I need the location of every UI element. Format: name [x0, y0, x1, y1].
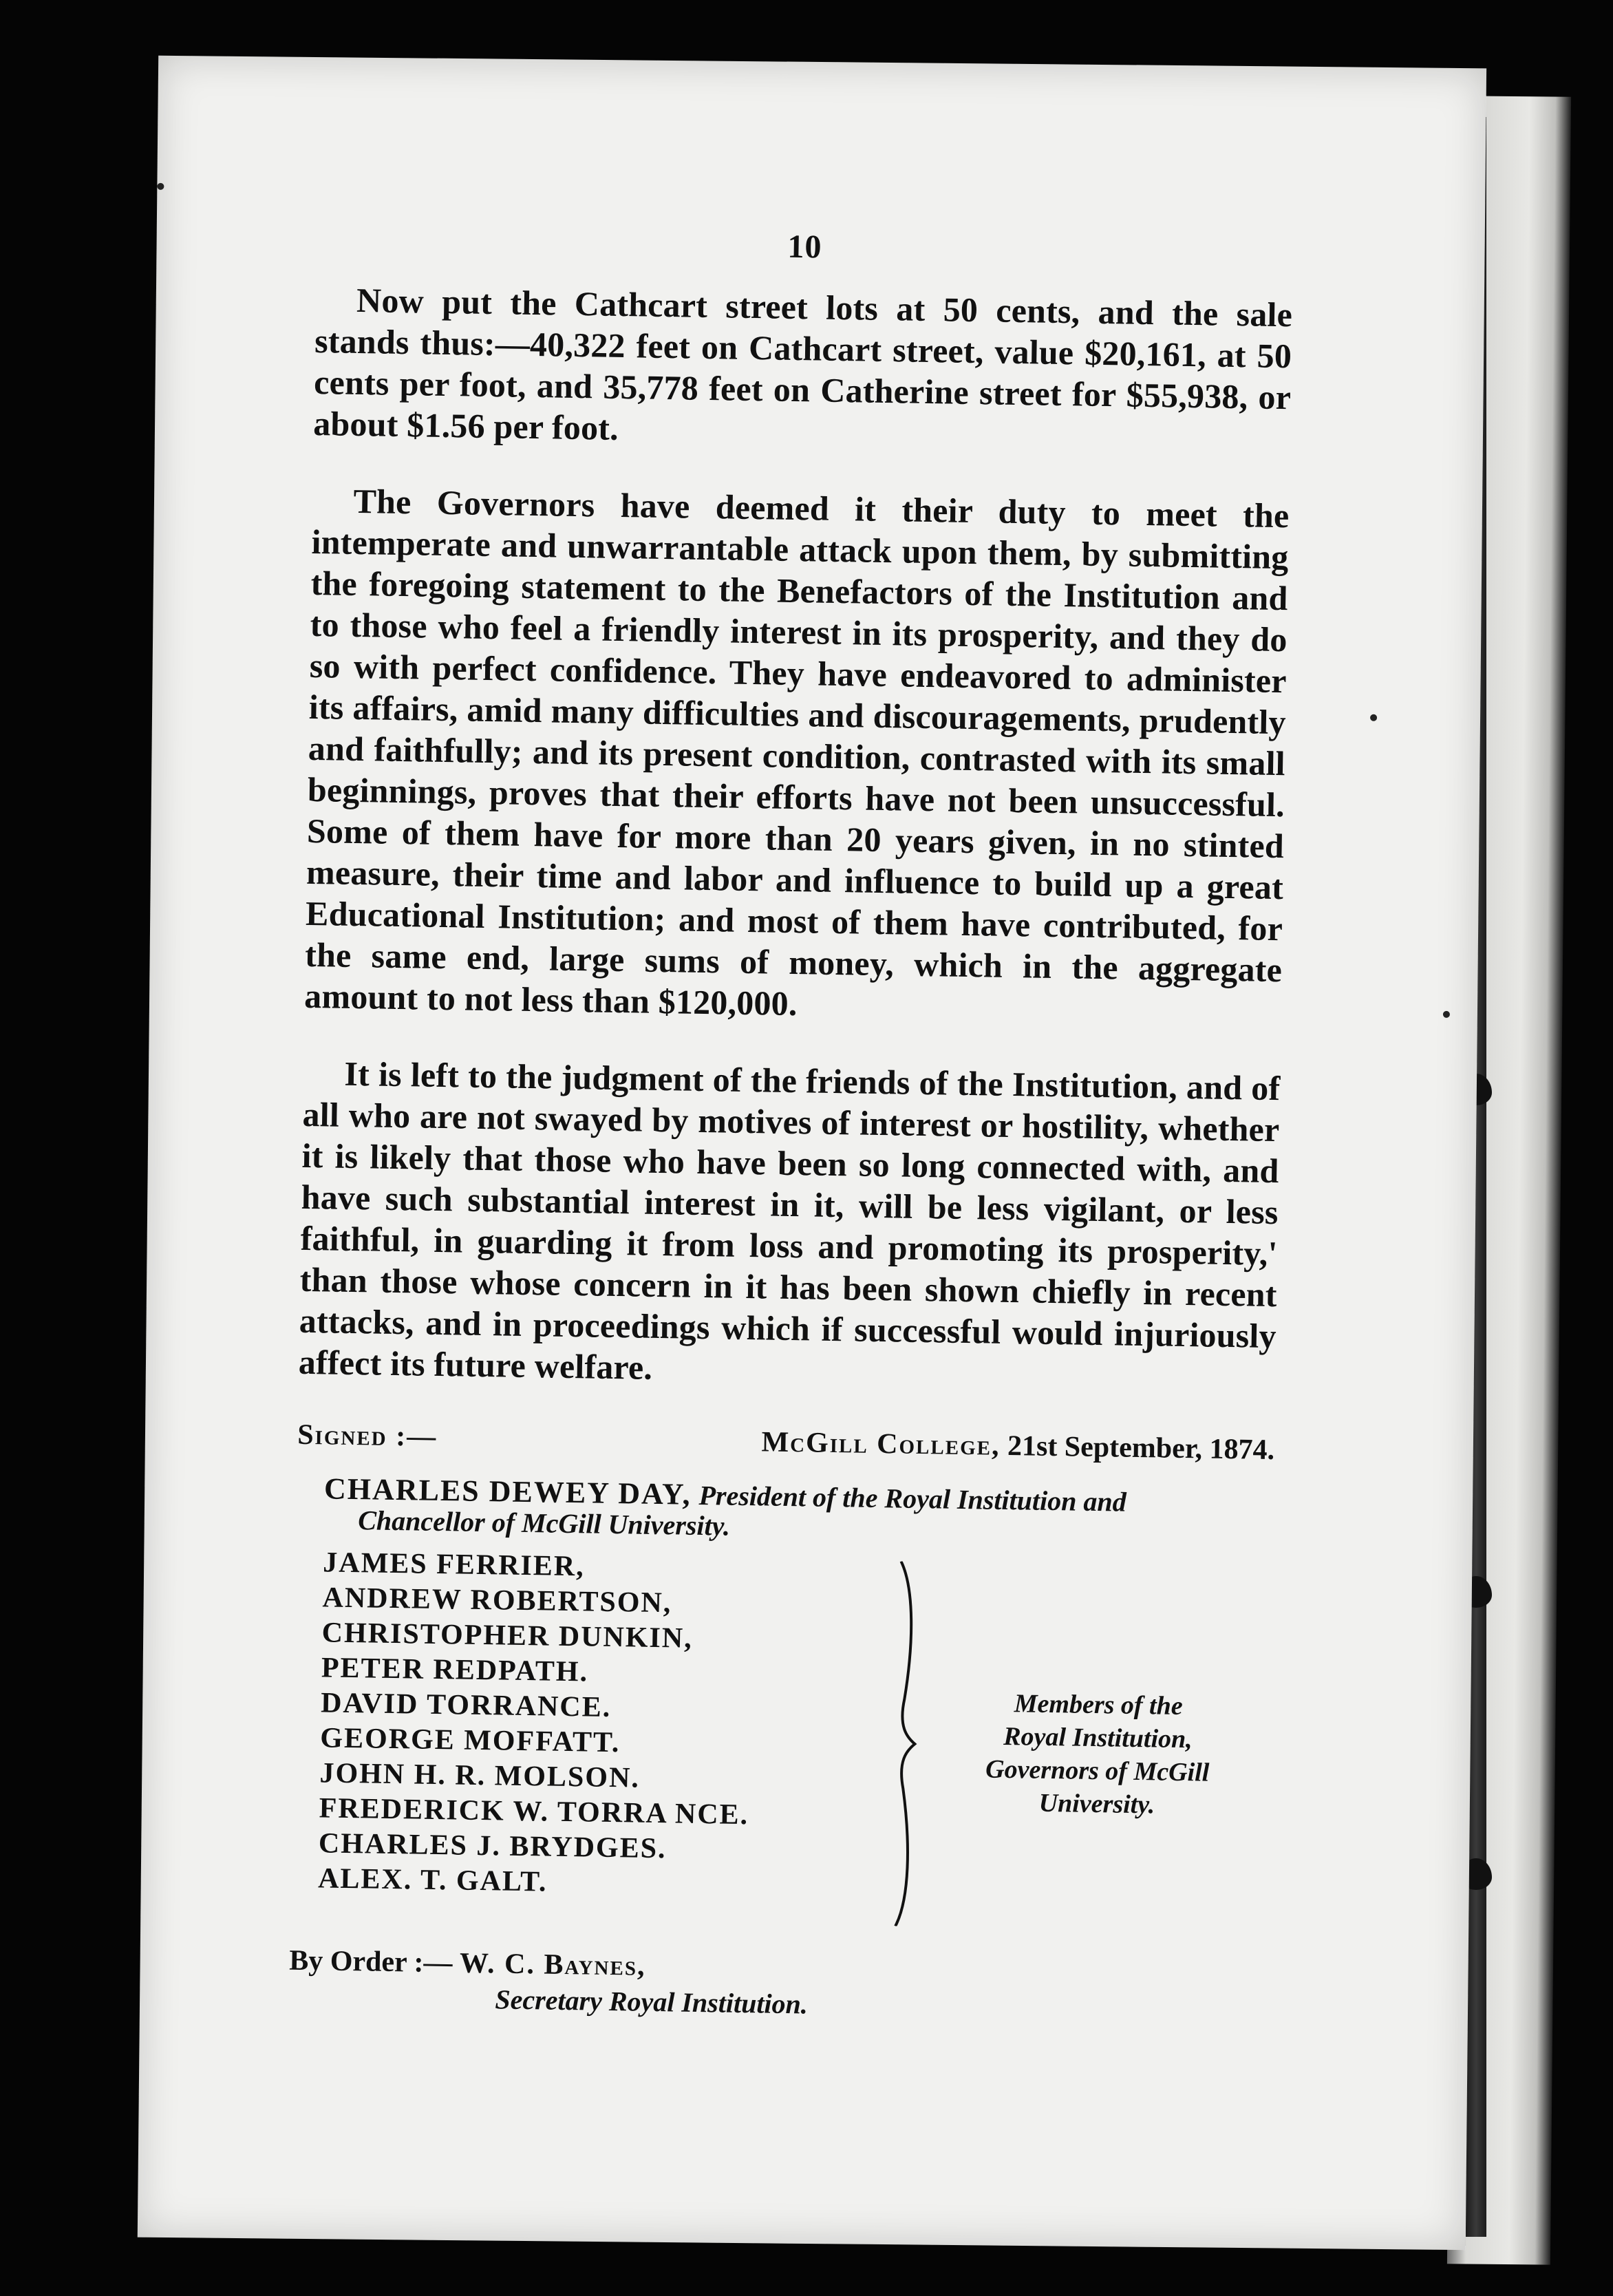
signed-label: Signed :— [297, 1418, 438, 1453]
member-name: GEORGE MOFFATT. [319, 1722, 621, 1759]
by-order-line [289, 1944, 1267, 1992]
member-name: ANDREW ROBERTSON, [322, 1582, 672, 1619]
caption-line: Royal Institution, [1003, 1721, 1193, 1754]
president-title: President of the Royal Institution and [698, 1479, 1127, 1518]
paragraph-1: Now put the Cathcart street lots at 50 cents, and the sale stands thus:—40,322 feet on Cathcart street, value $20,161, at 50 cents per foot, and 35,778 feet on Catherine street for $55,938, or about $1.56 per foot. [312, 280, 1293, 447]
page-content [288, 220, 1294, 2028]
member-name: CHRISTOPHER DUNKIN, [321, 1617, 694, 1655]
member-name: PETER REDPATH. [321, 1652, 589, 1688]
members-block [290, 1545, 1273, 1946]
secretary-name: W. C. Baynes, [459, 1947, 646, 1982]
ink-speck [1443, 1011, 1450, 1018]
secretary-title: Secretary Royal Institution. [495, 1984, 809, 2020]
member-name: DAVID TORRANCE. [320, 1687, 612, 1723]
members-caption [952, 1686, 1243, 1823]
chancellor-line: Chancellor of McGill University. [357, 1505, 731, 1542]
by-order-label: By Order :— [288, 1944, 453, 1979]
paragraph-2: The Governors have deemed it their duty to meet the intemperate and unwarrantable attack upon them, by submitting the foregoing statement to the Benefactors of the Institution and to those who feel a friendly interest in its prosperity, and they do so with perfect confidence. They have endeavored to administer its affairs, amid many difficulties and discouragements, prudently and faithfully; and its present condition, contrasted with its small beginnings, proves that their efforts have not been unsuccessful. Some of them have for more than 20 years given, in no stinted measure, their time and labor and influence to build up a great Educational Institution; and most of them have contributed, for the same end, large sums of money, which in the aggregate amount to not less than $120,000. [303, 481, 1290, 1023]
place-and-date [761, 1425, 1274, 1467]
member-name: CHARLES J. BRYDGES. [318, 1827, 667, 1865]
member-name: JAMES FERRIER, [323, 1546, 586, 1583]
member-name: JOHN H. R. MOLSON. [319, 1757, 641, 1794]
place: McGill College, [761, 1426, 1001, 1462]
ink-speck [157, 183, 164, 190]
ink-speck [1370, 714, 1377, 721]
member-name: ALEX. T. GALT. [317, 1862, 548, 1898]
member-name: FREDERICK W. TORRA NCE. [319, 1792, 749, 1831]
date: 21st September, 1874. [1007, 1429, 1275, 1467]
caption-line: Members of the [1014, 1689, 1184, 1721]
curly-brace [888, 1561, 921, 1926]
caption-line: Governors of McGill [985, 1754, 1210, 1787]
signature-header [297, 1418, 1275, 1467]
paragraph-3: It is left to the judgment of the friends of the Institution, and of all who are not swayed by motives of interest or hostility, whether it is likely that those who have been so long connected with, and have such substantial interest in it, will be less vigilant, or less faithful, in guarding it from loss and promoting its prosperity,' than those whose concern in it has been shown chiefly in recent attacks, and in proceedings which if successful would injuriously affect its future welfare. [298, 1054, 1281, 1387]
page-number: 10 [787, 228, 822, 266]
president-name: CHARLES DEWEY DAY, [323, 1471, 692, 1511]
caption-line: University. [1038, 1788, 1155, 1820]
